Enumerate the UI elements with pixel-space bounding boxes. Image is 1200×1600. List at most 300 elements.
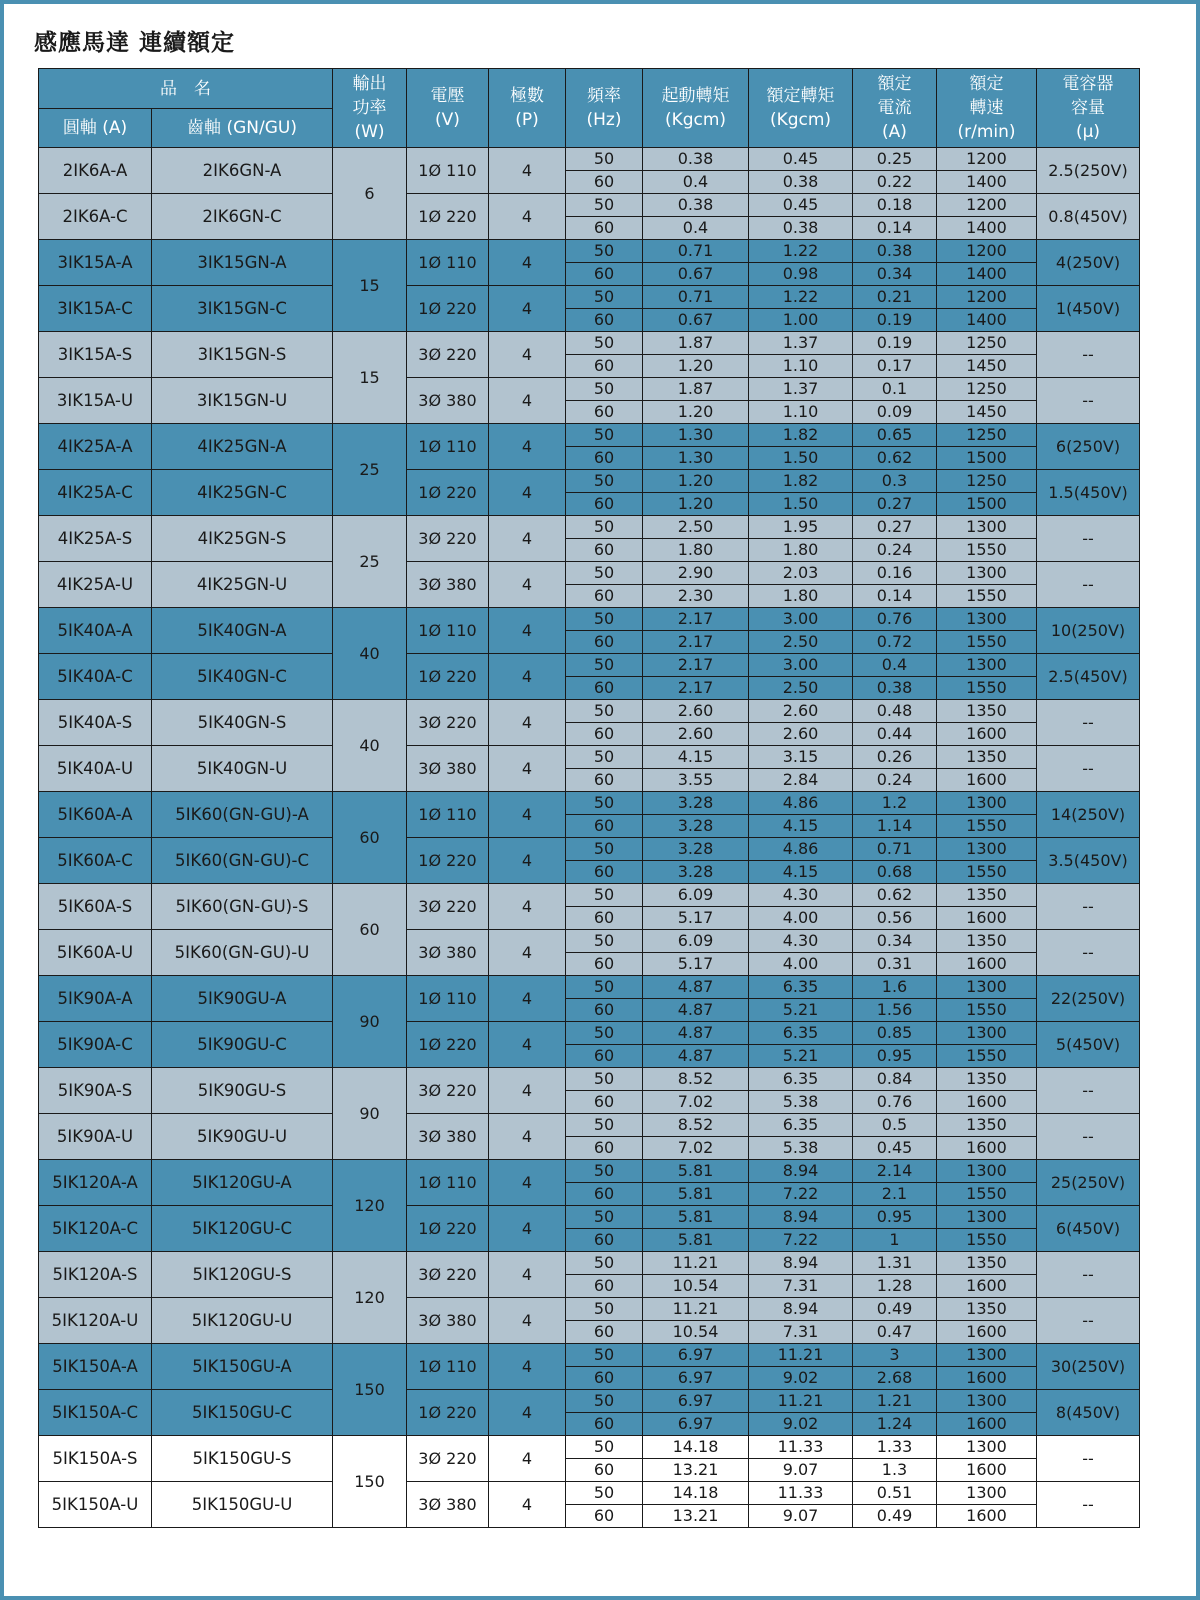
- starting-torque: 6.97: [643, 1344, 749, 1367]
- voltage: 1Ø 220: [407, 654, 489, 700]
- rated-torque: 6.35: [749, 1114, 853, 1137]
- rated-speed: 1600: [937, 1137, 1037, 1160]
- table-header: [39, 69, 1140, 148]
- rated-current: 0.62: [853, 447, 937, 470]
- poles: 4: [489, 930, 566, 976]
- frequency: 60: [566, 1275, 643, 1298]
- starting-torque: 5.17: [643, 907, 749, 930]
- rated-speed: 1600: [937, 1275, 1037, 1298]
- poles: 4: [489, 746, 566, 792]
- starting-torque: 10.54: [643, 1321, 749, 1344]
- gear-shaft-model: 5IK120GU-U: [152, 1298, 333, 1344]
- gear-shaft-model: 5IK60(GN-GU)-U: [152, 930, 333, 976]
- frequency: 60: [566, 1229, 643, 1252]
- header-rated-speed: [937, 69, 1037, 148]
- rated-current: 0.5: [853, 1114, 937, 1137]
- gear-shaft-model: 5IK90GU-S: [152, 1068, 333, 1114]
- table-row: [39, 562, 1140, 585]
- gear-shaft-model: 5IK40GN-A: [152, 608, 333, 654]
- rated-current: 0.19: [853, 309, 937, 332]
- output-power: 150: [333, 1436, 407, 1528]
- output-power: 25: [333, 516, 407, 608]
- capacitor: --: [1037, 1298, 1140, 1344]
- rated-speed: 1600: [937, 769, 1037, 792]
- rated-current: 0.3: [853, 470, 937, 493]
- table-row: [39, 470, 1140, 493]
- voltage: 3Ø 220: [407, 1068, 489, 1114]
- starting-torque: 2.17: [643, 631, 749, 654]
- rated-current: 0.76: [853, 1091, 937, 1114]
- frequency: 60: [566, 1137, 643, 1160]
- round-shaft-model: 5IK40A-C: [39, 654, 152, 700]
- table-row: [39, 838, 1140, 861]
- frequency: 60: [566, 401, 643, 424]
- starting-torque: 13.21: [643, 1505, 749, 1528]
- rated-torque: 1.80: [749, 539, 853, 562]
- table-row: [39, 608, 1140, 631]
- starting-torque: 8.52: [643, 1114, 749, 1137]
- rated-speed: 1350: [937, 930, 1037, 953]
- table-row: [39, 1252, 1140, 1275]
- frequency: 50: [566, 792, 643, 815]
- rated-current: 0.31: [853, 953, 937, 976]
- rated-current: 0.84: [853, 1068, 937, 1091]
- rated-current: 2.1: [853, 1183, 937, 1206]
- voltage: 1Ø 110: [407, 1344, 489, 1390]
- round-shaft-model: 4IK25A-C: [39, 470, 152, 516]
- capacitor: --: [1037, 562, 1140, 608]
- rated-torque: 1.80: [749, 585, 853, 608]
- table-row: [39, 1344, 1140, 1367]
- rated-torque: 1.22: [749, 286, 853, 309]
- rated-speed: 1300: [937, 516, 1037, 539]
- table-row: [39, 516, 1140, 539]
- rated-speed: 1600: [937, 1505, 1037, 1528]
- rated-current: 0.34: [853, 263, 937, 286]
- table-row: [39, 286, 1140, 309]
- output-power: 15: [333, 332, 407, 424]
- table-row: [39, 1022, 1140, 1045]
- frequency: 60: [566, 539, 643, 562]
- gear-shaft-model: 4IK25GN-A: [152, 424, 333, 470]
- poles: 4: [489, 1298, 566, 1344]
- rated-torque: 0.38: [749, 171, 853, 194]
- gear-shaft-model: 5IK90GU-U: [152, 1114, 333, 1160]
- frequency: 60: [566, 1367, 643, 1390]
- frequency: 60: [566, 493, 643, 516]
- header-rated-current: [853, 69, 937, 148]
- starting-torque: 4.87: [643, 976, 749, 999]
- rated-current: 2.14: [853, 1160, 937, 1183]
- rated-current: 0.44: [853, 723, 937, 746]
- round-shaft-model: 5IK60A-C: [39, 838, 152, 884]
- rated-current: 1.56: [853, 999, 937, 1022]
- gear-shaft-model: 5IK90GU-A: [152, 976, 333, 1022]
- header-line: 額定轉矩: [766, 86, 835, 106]
- starting-torque: 14.18: [643, 1482, 749, 1505]
- rated-torque: 7.31: [749, 1321, 853, 1344]
- voltage: 1Ø 220: [407, 194, 489, 240]
- rated-speed: 1550: [937, 677, 1037, 700]
- rated-torque: 4.00: [749, 907, 853, 930]
- frequency: 50: [566, 1344, 643, 1367]
- rated-torque: 5.21: [749, 1045, 853, 1068]
- rated-speed: 1250: [937, 378, 1037, 401]
- poles: 4: [489, 700, 566, 746]
- rated-speed: 1500: [937, 447, 1037, 470]
- rated-torque: 11.21: [749, 1390, 853, 1413]
- header-line: 電流: [877, 98, 912, 118]
- gear-shaft-model: 5IK40GN-U: [152, 746, 333, 792]
- rated-speed: 1300: [937, 1206, 1037, 1229]
- header-starting-torque: [643, 69, 749, 148]
- table-row: [39, 194, 1140, 217]
- output-power: 90: [333, 976, 407, 1068]
- rated-speed: 1250: [937, 332, 1037, 355]
- frequency: 50: [566, 700, 643, 723]
- output-power: 90: [333, 1068, 407, 1160]
- gear-shaft-model: 3IK15GN-U: [152, 378, 333, 424]
- rated-torque: 6.35: [749, 1068, 853, 1091]
- starting-torque: 5.81: [643, 1160, 749, 1183]
- rated-torque: 8.94: [749, 1252, 853, 1275]
- header-line: 電容器: [1062, 74, 1114, 94]
- gear-shaft-model: 5IK120GU-S: [152, 1252, 333, 1298]
- rated-speed: 1600: [937, 953, 1037, 976]
- output-power: 40: [333, 608, 407, 700]
- table-row: [39, 1298, 1140, 1321]
- rated-current: 1.21: [853, 1390, 937, 1413]
- rated-torque: 4.86: [749, 792, 853, 815]
- rated-current: 0.26: [853, 746, 937, 769]
- frequency: 60: [566, 1505, 643, 1528]
- gear-shaft-model: 5IK120GU-C: [152, 1206, 333, 1252]
- table-row: [39, 1482, 1140, 1505]
- rated-torque: 1.82: [749, 470, 853, 493]
- poles: 4: [489, 194, 566, 240]
- starting-torque: 1.20: [643, 355, 749, 378]
- table-row: [39, 746, 1140, 769]
- rated-torque: 1.82: [749, 424, 853, 447]
- round-shaft-model: 5IK150A-S: [39, 1436, 152, 1482]
- voltage: 1Ø 220: [407, 286, 489, 332]
- table-row: [39, 1114, 1140, 1137]
- rated-speed: 1300: [937, 1344, 1037, 1367]
- poles: 4: [489, 1344, 566, 1390]
- header-line: 轉速: [969, 98, 1004, 118]
- voltage: 3Ø 380: [407, 378, 489, 424]
- starting-torque: 3.28: [643, 792, 749, 815]
- rated-torque: 1.22: [749, 240, 853, 263]
- frequency: 50: [566, 1252, 643, 1275]
- rated-speed: 1200: [937, 286, 1037, 309]
- rated-current: 0.4: [853, 654, 937, 677]
- rated-speed: 1300: [937, 562, 1037, 585]
- starting-torque: 4.87: [643, 999, 749, 1022]
- rated-torque: 1.37: [749, 378, 853, 401]
- page-title: 感應馬達 連續額定: [34, 30, 236, 56]
- rated-current: 0.62: [853, 884, 937, 907]
- frequency: 60: [566, 769, 643, 792]
- round-shaft-model: 5IK60A-U: [39, 930, 152, 976]
- poles: 4: [489, 1160, 566, 1206]
- rated-current: 0.76: [853, 608, 937, 631]
- poles: 4: [489, 1436, 566, 1482]
- table-row: [39, 1206, 1140, 1229]
- capacitor: --: [1037, 1436, 1140, 1482]
- frequency: 50: [566, 654, 643, 677]
- rated-speed: 1600: [937, 723, 1037, 746]
- voltage: 1Ø 220: [407, 1022, 489, 1068]
- gear-shaft-model: 5IK150GU-C: [152, 1390, 333, 1436]
- capacitor: 2.5(250V): [1037, 148, 1140, 194]
- round-shaft-model: 5IK120A-S: [39, 1252, 152, 1298]
- voltage: 3Ø 380: [407, 746, 489, 792]
- poles: 4: [489, 838, 566, 884]
- frequency: 60: [566, 355, 643, 378]
- rated-speed: 1550: [937, 1229, 1037, 1252]
- table-row: [39, 792, 1140, 815]
- starting-torque: 1.80: [643, 539, 749, 562]
- voltage: 3Ø 220: [407, 1436, 489, 1482]
- table-body: [39, 148, 1140, 1528]
- starting-torque: 6.97: [643, 1413, 749, 1436]
- round-shaft-model: 5IK40A-U: [39, 746, 152, 792]
- rated-speed: 1600: [937, 1321, 1037, 1344]
- capacitor: 5(450V): [1037, 1022, 1140, 1068]
- rated-speed: 1400: [937, 217, 1037, 240]
- capacitor: --: [1037, 746, 1140, 792]
- rated-torque: 5.38: [749, 1137, 853, 1160]
- rated-speed: 1550: [937, 999, 1037, 1022]
- rated-current: 1.2: [853, 792, 937, 815]
- rated-torque: 9.02: [749, 1413, 853, 1436]
- rated-speed: 1300: [937, 792, 1037, 815]
- rated-speed: 1500: [937, 493, 1037, 516]
- rated-current: 0.47: [853, 1321, 937, 1344]
- rated-current: 0.21: [853, 286, 937, 309]
- rated-current: 0.1: [853, 378, 937, 401]
- voltage: 3Ø 220: [407, 516, 489, 562]
- capacitor: 8(450V): [1037, 1390, 1140, 1436]
- rated-current: 0.27: [853, 516, 937, 539]
- starting-torque: 2.30: [643, 585, 749, 608]
- round-shaft-model: 5IK40A-S: [39, 700, 152, 746]
- frequency: 60: [566, 1413, 643, 1436]
- output-power: 120: [333, 1160, 407, 1252]
- capacitor: --: [1037, 1252, 1140, 1298]
- rated-current: 0.19: [853, 332, 937, 355]
- rated-current: 0.65: [853, 424, 937, 447]
- frequency: 60: [566, 953, 643, 976]
- voltage: 1Ø 110: [407, 608, 489, 654]
- frequency: 60: [566, 447, 643, 470]
- voltage: 1Ø 110: [407, 148, 489, 194]
- rated-torque: 2.50: [749, 677, 853, 700]
- rated-speed: 1300: [937, 608, 1037, 631]
- header-line: (A): [882, 122, 907, 142]
- frequency: 50: [566, 608, 643, 631]
- frequency: 60: [566, 1183, 643, 1206]
- capacitor: 1.5(450V): [1037, 470, 1140, 516]
- round-shaft-model: 2IK6A-A: [39, 148, 152, 194]
- rated-speed: 1350: [937, 700, 1037, 723]
- spec-table: [38, 68, 1140, 1528]
- starting-torque: 6.09: [643, 884, 749, 907]
- voltage: 1Ø 110: [407, 1160, 489, 1206]
- starting-torque: 7.02: [643, 1137, 749, 1160]
- rated-speed: 1350: [937, 1252, 1037, 1275]
- table-row: [39, 1068, 1140, 1091]
- starting-torque: 3.55: [643, 769, 749, 792]
- header-line: (W): [354, 122, 385, 142]
- poles: 4: [489, 1068, 566, 1114]
- rated-current: 0.85: [853, 1022, 937, 1045]
- rated-speed: 1600: [937, 1091, 1037, 1114]
- round-shaft-model: 2IK6A-C: [39, 194, 152, 240]
- starting-torque: 5.81: [643, 1206, 749, 1229]
- capacitor: 25(250V): [1037, 1160, 1140, 1206]
- starting-torque: 0.4: [643, 171, 749, 194]
- voltage: 3Ø 380: [407, 930, 489, 976]
- rated-torque: 9.07: [749, 1505, 853, 1528]
- rated-torque: 0.45: [749, 194, 853, 217]
- round-shaft-model: 5IK150A-A: [39, 1344, 152, 1390]
- round-shaft-model: 3IK15A-U: [39, 378, 152, 424]
- round-shaft-model: 5IK40A-A: [39, 608, 152, 654]
- poles: 4: [489, 608, 566, 654]
- rated-current: 1: [853, 1229, 937, 1252]
- round-shaft-model: 4IK25A-S: [39, 516, 152, 562]
- header-output-power: [333, 69, 407, 148]
- poles: 4: [489, 1252, 566, 1298]
- starting-torque: 13.21: [643, 1459, 749, 1482]
- rated-torque: 5.21: [749, 999, 853, 1022]
- table-row: [39, 1160, 1140, 1183]
- rated-speed: 1300: [937, 1022, 1037, 1045]
- round-shaft-model: 3IK15A-A: [39, 240, 152, 286]
- rated-torque: 11.33: [749, 1436, 853, 1459]
- round-shaft-model: 5IK60A-A: [39, 792, 152, 838]
- header-line: (P): [515, 110, 539, 130]
- table-row: [39, 930, 1140, 953]
- poles: 4: [489, 286, 566, 332]
- frequency: 50: [566, 378, 643, 401]
- frequency: 60: [566, 309, 643, 332]
- voltage: 3Ø 380: [407, 562, 489, 608]
- poles: 4: [489, 1114, 566, 1160]
- starting-torque: 2.60: [643, 723, 749, 746]
- frequency: 50: [566, 424, 643, 447]
- starting-torque: 11.21: [643, 1298, 749, 1321]
- frequency: 50: [566, 1206, 643, 1229]
- starting-torque: 11.21: [643, 1252, 749, 1275]
- rated-torque: 7.31: [749, 1275, 853, 1298]
- frequency: 50: [566, 562, 643, 585]
- starting-torque: 4.87: [643, 1045, 749, 1068]
- capacitor: 22(250V): [1037, 976, 1140, 1022]
- header-voltage: [407, 69, 489, 148]
- header-rated-torque: [749, 69, 853, 148]
- voltage: 1Ø 110: [407, 424, 489, 470]
- rated-current: 0.56: [853, 907, 937, 930]
- rated-current: 0.95: [853, 1045, 937, 1068]
- voltage: 1Ø 220: [407, 838, 489, 884]
- poles: 4: [489, 332, 566, 378]
- gear-shaft-model: 5IK60(GN-GU)-A: [152, 792, 333, 838]
- starting-torque: 14.18: [643, 1436, 749, 1459]
- rated-torque: 2.60: [749, 723, 853, 746]
- poles: 4: [489, 654, 566, 700]
- starting-torque: 2.17: [643, 608, 749, 631]
- rated-speed: 1250: [937, 424, 1037, 447]
- poles: 4: [489, 424, 566, 470]
- rated-torque: 8.94: [749, 1206, 853, 1229]
- frequency: 50: [566, 1298, 643, 1321]
- frequency: 60: [566, 907, 643, 930]
- voltage: 1Ø 220: [407, 1390, 489, 1436]
- rated-speed: 1300: [937, 1482, 1037, 1505]
- capacitor: 30(250V): [1037, 1344, 1140, 1390]
- rated-speed: 1450: [937, 401, 1037, 424]
- round-shaft-model: 4IK25A-U: [39, 562, 152, 608]
- poles: 4: [489, 1022, 566, 1068]
- rated-current: 1.6: [853, 976, 937, 999]
- rated-current: 0.68: [853, 861, 937, 884]
- starting-torque: 7.02: [643, 1091, 749, 1114]
- header-product-name: 品 名: [39, 69, 333, 109]
- rated-speed: 1300: [937, 1390, 1037, 1413]
- rated-torque: 0.38: [749, 217, 853, 240]
- rated-current: 0.27: [853, 493, 937, 516]
- gear-shaft-model: 5IK60(GN-GU)-C: [152, 838, 333, 884]
- rated-torque: 2.84: [749, 769, 853, 792]
- rated-speed: 1300: [937, 654, 1037, 677]
- frequency: 60: [566, 1321, 643, 1344]
- starting-torque: 3.28: [643, 861, 749, 884]
- table-row: [39, 148, 1140, 171]
- rated-torque: 0.45: [749, 148, 853, 171]
- capacitor: --: [1037, 700, 1140, 746]
- rated-speed: 1300: [937, 838, 1037, 861]
- starting-torque: 5.17: [643, 953, 749, 976]
- starting-torque: 8.52: [643, 1068, 749, 1091]
- rated-torque: 1.00: [749, 309, 853, 332]
- rated-speed: 1600: [937, 1367, 1037, 1390]
- table-row: [39, 332, 1140, 355]
- rated-torque: 6.35: [749, 976, 853, 999]
- header-line: (Hz): [586, 110, 622, 130]
- round-shaft-model: 5IK150A-U: [39, 1482, 152, 1528]
- capacitor: 3.5(450V): [1037, 838, 1140, 884]
- starting-torque: 10.54: [643, 1275, 749, 1298]
- frequency: 50: [566, 1114, 643, 1137]
- frequency: 60: [566, 171, 643, 194]
- rated-current: 1.14: [853, 815, 937, 838]
- rated-torque: 5.38: [749, 1091, 853, 1114]
- rated-speed: 1350: [937, 746, 1037, 769]
- output-power: 25: [333, 424, 407, 516]
- gear-shaft-model: 3IK15GN-C: [152, 286, 333, 332]
- rated-torque: 9.02: [749, 1367, 853, 1390]
- frequency: 50: [566, 148, 643, 171]
- rated-current: 0.49: [853, 1298, 937, 1321]
- header-frequency: [566, 69, 643, 148]
- frequency: 50: [566, 884, 643, 907]
- rated-speed: 1550: [937, 585, 1037, 608]
- voltage: 1Ø 220: [407, 470, 489, 516]
- voltage: 3Ø 220: [407, 1252, 489, 1298]
